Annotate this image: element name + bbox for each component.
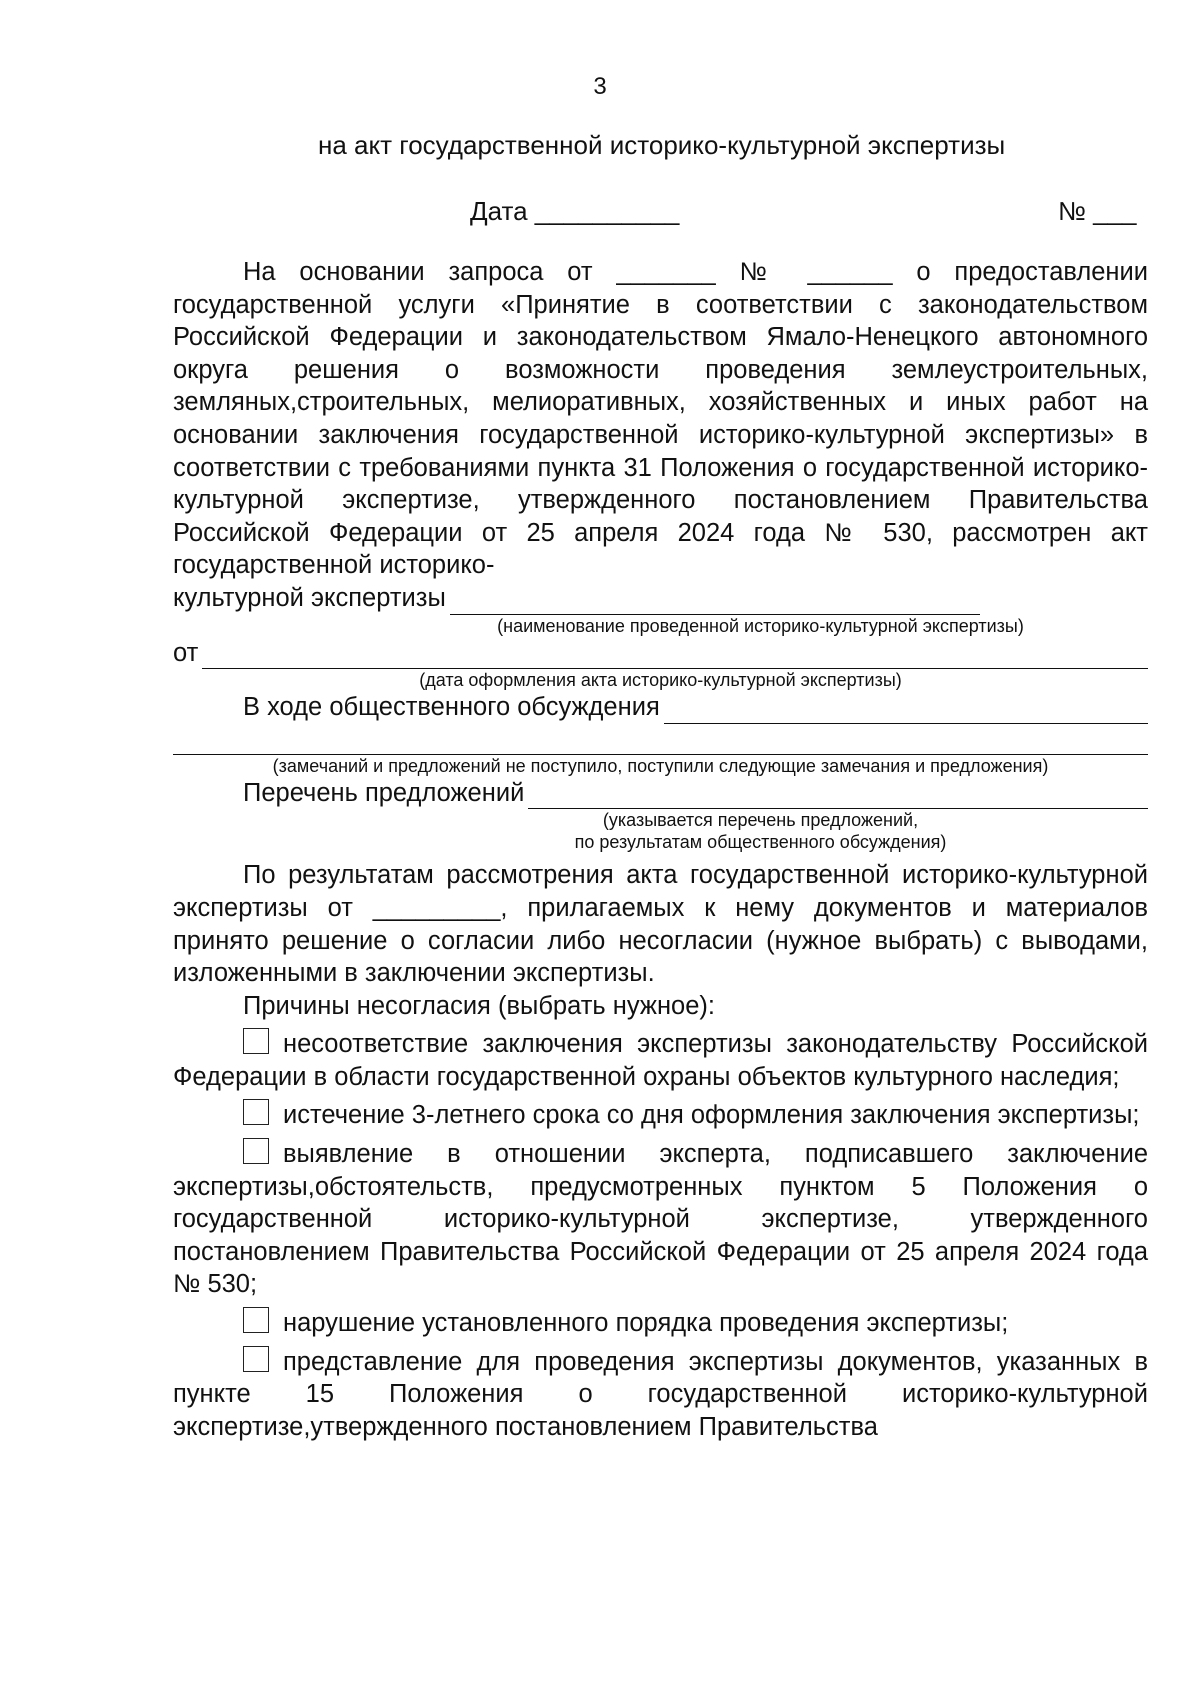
- reason-item-1: [173, 1028, 1148, 1093]
- from-label: от: [173, 638, 199, 667]
- reason-checkbox-5[interactable]: [243, 1346, 269, 1372]
- reason-item-4: [173, 1307, 1148, 1340]
- proposals-row: [173, 777, 1148, 810]
- reason-text-2: истечение 3-летнего срока со дня оформления заключения экспертизы;: [283, 1101, 1140, 1130]
- reason-text-5: представление для проведения экспертизы документов, указанных в пункте 15 Положения о государственной историко-культурной экспертизе,утвержденного постановлением Правительства: [173, 1347, 1148, 1441]
- reason-text-3: выявление в отношении эксперта, подписавшего заключение экспертизы,обстоятельств, предусмотренных пунктом 5 Положения о государственной историко-культурной экспертизе, утвержденного постановлением Правительства Российской Федерации от 25 апреля 2024 года № 530;: [173, 1140, 1148, 1299]
- act-date-blank: [202, 642, 1148, 669]
- expertise-name-row: [173, 582, 1148, 615]
- hint-expertise-name: (наименование проведенной историко-культурной экспертизы): [497, 615, 1024, 636]
- act-date-row: [173, 637, 1148, 670]
- hint-proposals-1: (указывается перечень предложений,: [602, 810, 919, 831]
- number-field-label: № ___: [1058, 196, 1137, 226]
- reason-item-3: [173, 1138, 1148, 1301]
- page-number: 3: [593, 73, 607, 100]
- decision-paragraph: По результатам рассмотрения акта государственной историко-культурной экспертизы от _________, прилагаемых к нему документов и материалов принято решение о согласии либо несогласии (нужное выбрать) с выводами, изложенными в заключении экспертизы.: [173, 861, 1148, 988]
- discussion-blank-2: [173, 728, 1148, 755]
- hint-act-date: (дата оформления акта историко-культурной экспертизы): [419, 670, 902, 691]
- proposals-label: Перечень предложений: [243, 778, 525, 807]
- reasons-label: Причины несогласия (выбрать нужное):: [243, 991, 715, 1020]
- reason-checkbox-2[interactable]: [243, 1099, 269, 1125]
- discussion-blank: [664, 697, 1148, 724]
- expertise-label: культурной экспертизы: [173, 583, 446, 612]
- reason-text-1: несоответствие заключения экспертизы законодательству Российской Федерации в области государственной охраны объектов культурного наследия;: [173, 1030, 1148, 1091]
- proposals-blank: [528, 782, 1148, 809]
- reason-checkbox-3[interactable]: [243, 1138, 269, 1164]
- document-body: [173, 256, 1148, 1443]
- discussion-row: [173, 691, 1148, 724]
- hint-remarks: (замечаний и предложений не поступило, поступили следующие замечания и предложения): [272, 755, 1049, 776]
- discussion-label: В ходе общественного обсуждения: [243, 693, 660, 722]
- hint-proposals-2: по результатам общественного обсуждения): [574, 832, 947, 853]
- expertise-name-blank: [450, 588, 980, 615]
- request-paragraph: На основании запроса от _______ № ______ о предоставлении государственной услуги «Принятие в соответствии с законодательством Российской Федерации и законодательством Ямало-Ненецкого автономного округа решения о возможности проведения землеустроительных, земляных,строительных, мелиоративных, хозяйственных и иных работ на основании заключения государственной историко-культурной экспертизы» в соответствии с требованиями пункта 31 Положения о государственной историко-культурной экспертизе, утвержденного постановлением Правительства Российской Федерации от 25 апреля 2024 года № 530, рассмотрен акт государственной историко-: [173, 258, 1148, 580]
- reason-checkbox-1[interactable]: [243, 1028, 269, 1054]
- reason-checkbox-4[interactable]: [243, 1307, 269, 1333]
- date-field-label: Дата __________: [470, 196, 680, 226]
- reason-item-5: [173, 1346, 1148, 1444]
- reason-item-2: [173, 1099, 1148, 1132]
- form-heading: на акт государственной историко-культурной экспертизы: [318, 130, 1006, 160]
- reason-text-4: нарушение установленного порядка проведения экспертизы;: [283, 1309, 1009, 1338]
